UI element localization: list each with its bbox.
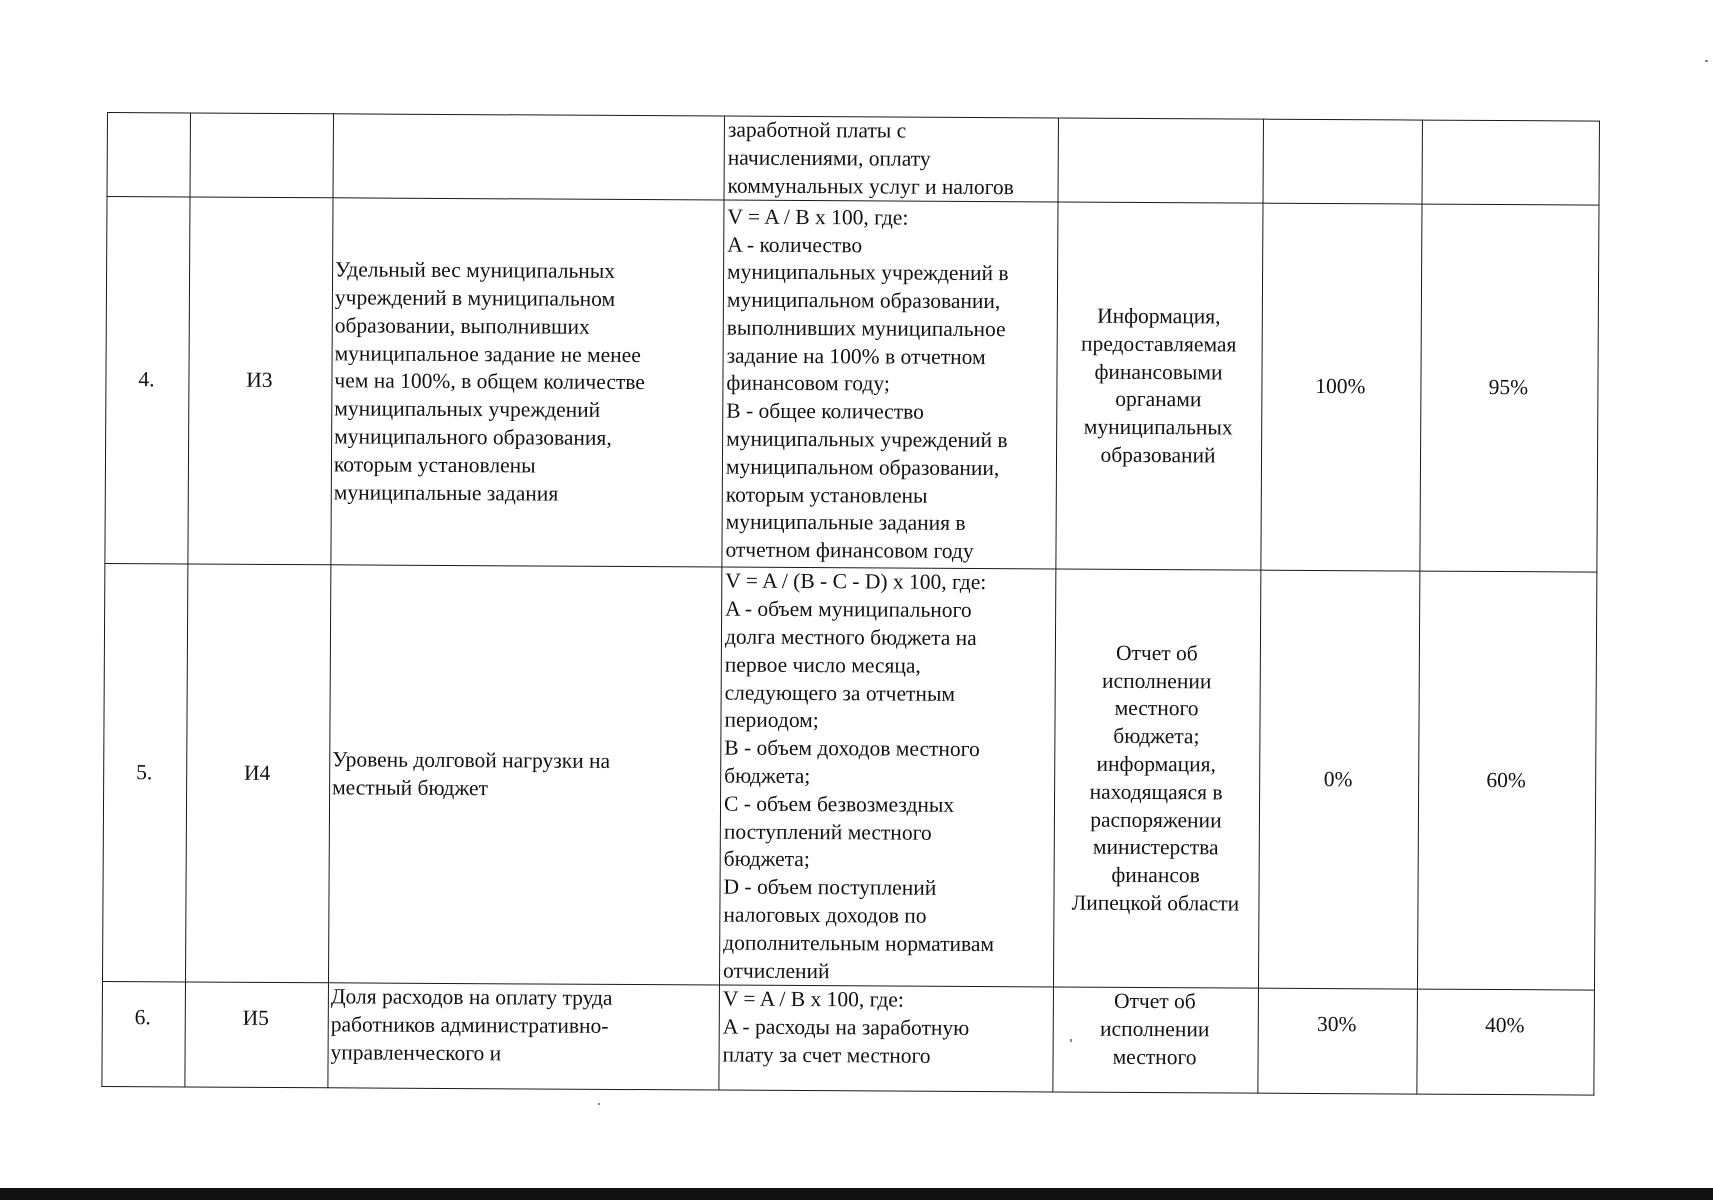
target-value-cell <box>1420 204 1599 572</box>
scan-bottom-edge <box>0 1188 1713 1200</box>
base-value-cell <box>1263 119 1422 204</box>
row-number-cell <box>107 113 190 198</box>
base-value-cell <box>1258 988 1418 1094</box>
row-number-cell <box>102 564 187 982</box>
data-source <box>1061 160 1259 161</box>
calculation-method: V = A / (B - C - D) x 100, где: A - объем муниципального долга местного бюджета на первое число месяца, следующего за отчетным периодом; B - объем доходов местного бюджета; C - объем безвозмездных поступлений местного бюджета; D - объем поступлений налоговых доходов по дополнительным нормативам отчислений <box>722 568 995 983</box>
target-value-cell <box>1417 571 1596 990</box>
indicator-code: И5 <box>242 1006 269 1031</box>
data-source: Информация, предоставляемая финансовыми органами муниципальных образований <box>1080 303 1237 468</box>
data-source: Отчет об исполнении местного бюджета; информация, находящаяся в распоряжении министерства финансов Липецкой области <box>1071 640 1240 916</box>
calculation-method: V = A / B x 100, где: A - количество муниципальных учреждений в муниципальном образовании, выполнивших муниципальное задание на 100% в отчетном финансовом году; B - общее количество муниципальных учреждений в муниципальном образовании, которым установлены муниципальные задания в отчетном финансовом году <box>725 204 1009 564</box>
indicator-code: И3 <box>246 368 273 393</box>
calculation-method: заработной платы с начислениями, оплату коммунальных услуг и налогов <box>727 117 1014 199</box>
calculation-method-cell <box>719 985 1054 1092</box>
table-row <box>102 564 1596 991</box>
data-source-cell <box>1053 569 1260 988</box>
target-value: 40% <box>1484 1013 1525 1038</box>
data-source-cell <box>1056 202 1263 570</box>
indicator-code-cell <box>188 197 333 565</box>
indicator-name-cell <box>328 983 720 1090</box>
indicator-name: Удельный вес муниципальных учреждений в муниципальном образовании, выполнивших муниципальное задание не менее чем на 100%, в общем количестве муниципальных учреждений муниципального образования, которым установлены муниципальные задания <box>333 257 645 506</box>
indicator-name: Доля расходов на оплату труда работников административно- управленческого и <box>330 984 613 1066</box>
data-source-cell <box>1058 118 1263 204</box>
scan-speck <box>1705 60 1708 62</box>
indicators-table <box>101 112 1600 1096</box>
indicator-name <box>336 156 720 158</box>
indicator-code-cell <box>185 982 329 1088</box>
calculation-method-cell <box>724 116 1058 202</box>
data-source-cell <box>1053 987 1259 1093</box>
table-row <box>105 197 1599 573</box>
calculation-method-cell <box>719 567 1055 987</box>
indicator-name: Уровень долговой нагрузки на местный бюджет <box>332 747 611 801</box>
target-value-cell <box>1422 120 1599 205</box>
indicator-name-cell <box>333 114 724 201</box>
base-value-cell <box>1258 571 1419 990</box>
row-number: 5. <box>136 760 153 785</box>
indicator-code-cell <box>185 564 330 983</box>
indicator-name-cell <box>331 198 724 567</box>
base-value: 0% <box>1323 766 1353 792</box>
row-number: 6. <box>134 1005 151 1030</box>
base-value-cell <box>1261 204 1422 572</box>
target-value: 60% <box>1486 767 1526 793</box>
indicator-name-cell <box>328 565 721 985</box>
indicator-code: И4 <box>243 760 271 785</box>
target-value: 95% <box>1488 375 1529 400</box>
base-value: 100% <box>1315 374 1366 399</box>
calculation-method-cell <box>722 200 1058 569</box>
calculation-method: V = A / B x 100, где: A - расходы на заработную плату за счет местного <box>722 986 970 1068</box>
scan-speck <box>598 1103 600 1105</box>
row-number: 4. <box>138 367 155 392</box>
row-number-cell <box>105 197 190 564</box>
row-number-cell <box>102 982 186 1087</box>
data-source: Отчет об исполнении местного <box>1099 989 1210 1070</box>
target-value-cell <box>1417 989 1595 1095</box>
table-row <box>107 113 1599 206</box>
indicator-code-cell <box>190 113 333 198</box>
base-value: 30% <box>1316 1012 1357 1037</box>
table-row <box>102 982 1595 1096</box>
